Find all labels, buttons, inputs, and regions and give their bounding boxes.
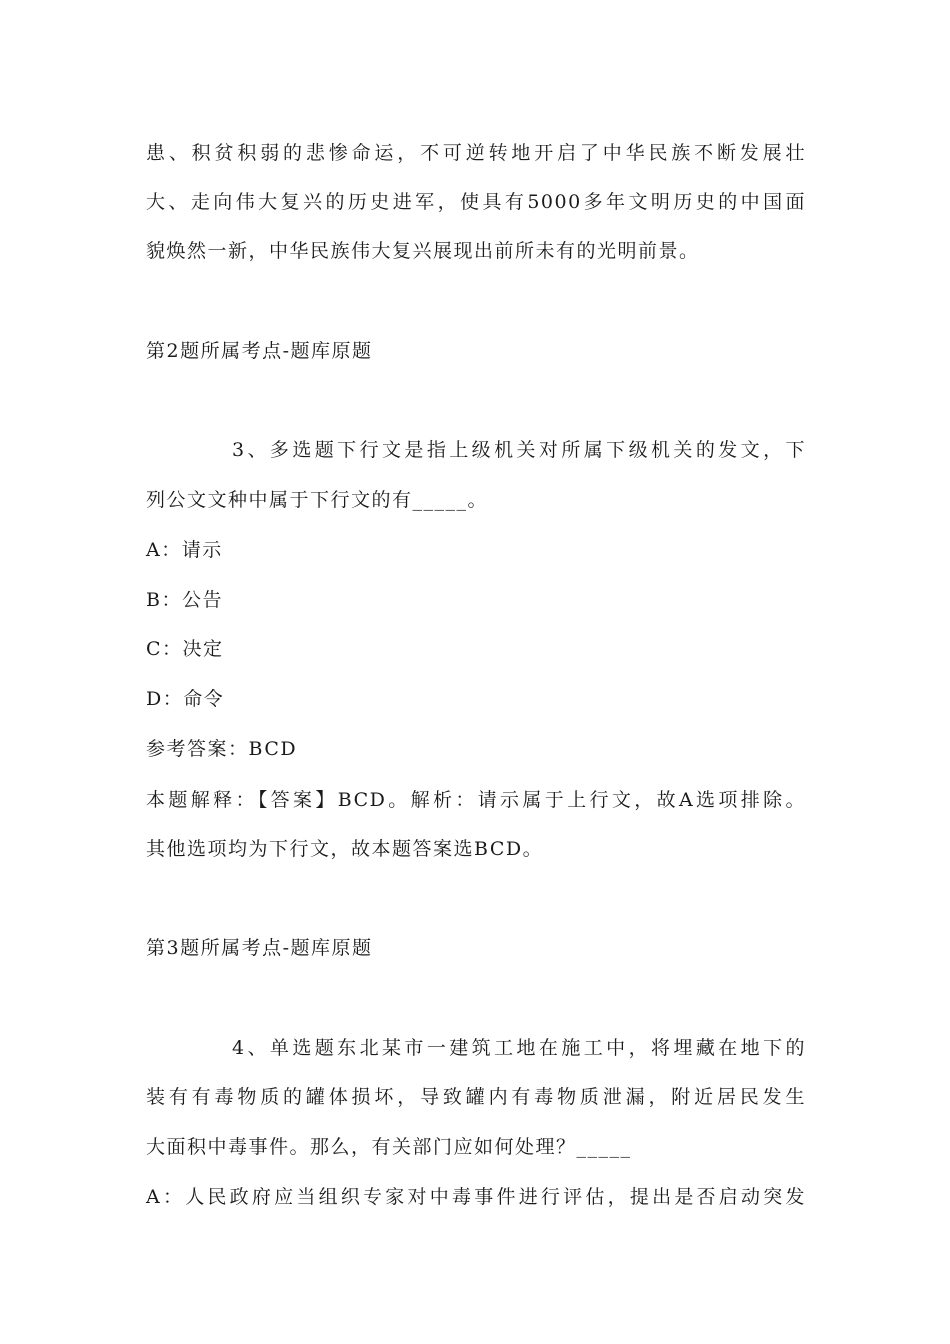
intro-line-2: 大、走向伟大复兴的历史进军，使具有5000多年文明历史的中国面	[146, 191, 806, 213]
q3-option-b: B：公告	[146, 589, 223, 611]
q3-explanation-line-1: 本题解释：【答案】BCD。解析：请示属于上行文，故A选项排除。	[146, 789, 806, 811]
intro-line-3: 貌焕然一新，中华民族伟大复兴展现出前所未有的光明前景。	[146, 240, 700, 262]
section-tag-q3: 第3题所属考点-题库原题	[146, 937, 373, 959]
q3-stem-line-1: 3、多选题下行文是指上级机关对所属下级机关的发文，下	[232, 439, 806, 461]
q3-option-c: C：决定	[146, 638, 224, 660]
q4-option-a: A：人民政府应当组织专家对中毒事件进行评估，提出是否启动突发	[146, 1186, 806, 1208]
q4-stem-line-3: 大面积中毒事件。那么，有关部门应如何处理？_____	[146, 1136, 632, 1158]
q3-stem-line-2: 列公文文种中属于下行文的有_____。	[146, 489, 489, 511]
intro-line-1: 患、积贫积弱的悲惨命运，不可逆转地开启了中华民族不断发展壮	[146, 142, 806, 164]
q3-explanation-line-2: 其他选项均为下行文，故本题答案选BCD。	[146, 838, 544, 860]
section-tag-q2: 第2题所属考点-题库原题	[146, 340, 373, 362]
q4-stem-line-1: 4、单选题东北某市一建筑工地在施工中，将埋藏在地下的	[232, 1037, 806, 1059]
q3-option-d: D：命令	[146, 688, 225, 710]
q4-stem-line-2: 装有有毒物质的罐体损坏，导致罐内有毒物质泄漏，附近居民发生	[146, 1086, 806, 1108]
q3-answer: 参考答案：BCD	[146, 738, 298, 760]
q3-option-a: A：请示	[146, 539, 223, 561]
